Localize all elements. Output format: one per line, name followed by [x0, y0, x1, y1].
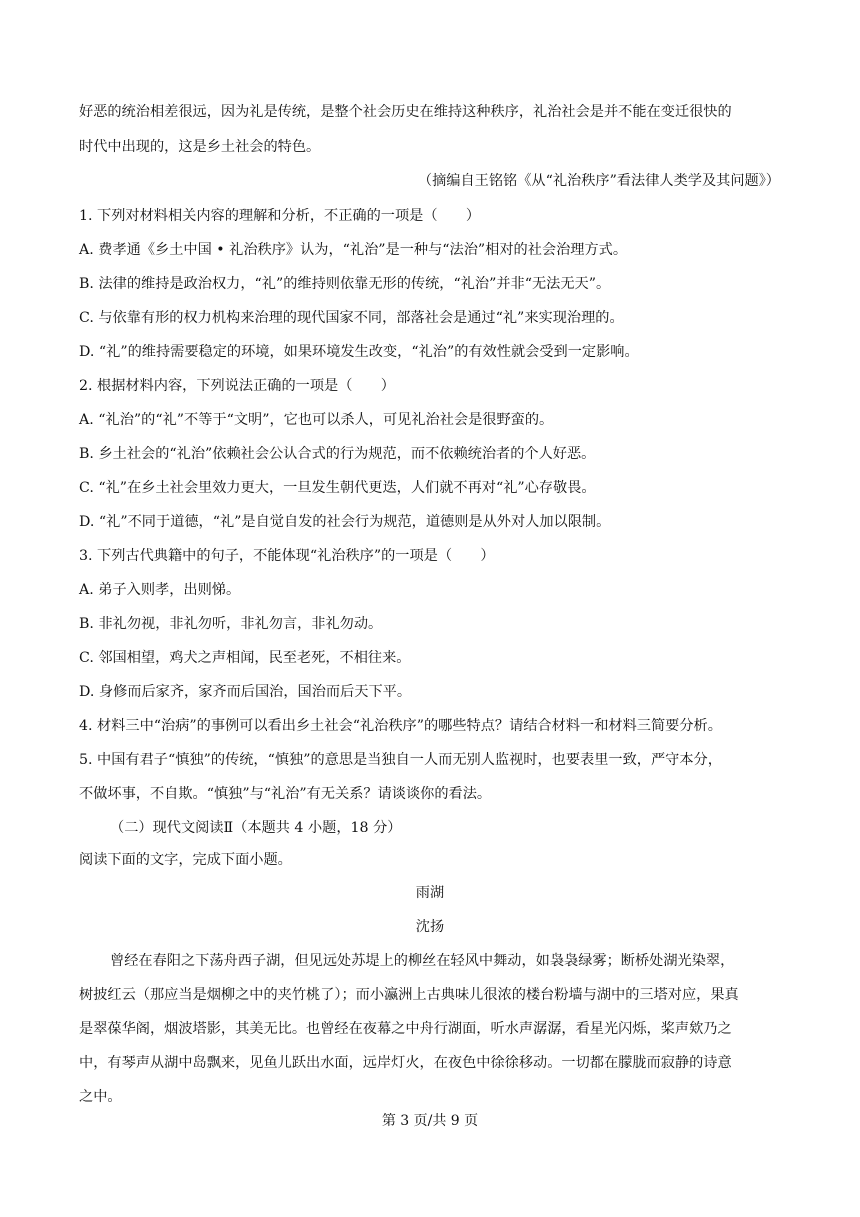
- passage-line: 中，有琴声从湖中岛飘来，见鱼儿跃出水面，远岸灯火，在夜色中徐徐移动。一切都在朦胧而寂静的诗意: [79, 1055, 732, 1071]
- intro-line: 时代中出现的，这是乡土社会的特色。: [79, 139, 321, 155]
- question-3-option-a: A. 弟子入则孝，出则悌。: [79, 582, 241, 598]
- passage-line: 是翠葆华阁，烟波塔影，其美无比。也曾经在夜幕之中舟行湖面，听水声潺潺，看星光闪烁，桨声欸乃之: [79, 1021, 732, 1037]
- question-5-line: 不做坏事，不自欺。“慎独”与“礼治”有无关系？请谈谈你的看法。: [79, 786, 492, 802]
- question-1-option-a: A. 费孝通《乡土中国 • 礼治秩序》认为，“礼治”是一种与“法治”相对的社会治理方式。: [79, 242, 628, 258]
- question-3-stem: 3. 下列古代典籍中的句子，不能体现“礼治秩序”的一项是（ ）: [79, 548, 495, 564]
- passage-line: 之中。: [79, 1089, 122, 1105]
- question-5-line: 5. 中国有君子“慎独”的传统，“慎独”的意思是当独自一人而无别人监视时，也要表里一致，严守本分，: [79, 752, 722, 768]
- question-3-option-d: D. 身修而后家齐，家齐而后国治，国治而后天下平。: [79, 684, 412, 700]
- question-1-option-c: C. 与依靠有形的权力机构来治理的现代国家不同，部落社会是通过“礼”来实现治理的。: [79, 310, 624, 326]
- question-1-option-b: B. 法律的维持是政治权力，“礼”的维持则依靠无形的传统，“礼治”并非“无法无天”。: [79, 276, 611, 292]
- article-author: 沈扬: [415, 919, 445, 935]
- question-2-option-c: C. “礼”在乡土社会里效力更大，一旦发生朝代更迭，人们就不再对“礼”心存敬畏。: [79, 480, 596, 496]
- reading-instruction: 阅读下面的文字，完成下面小题。: [79, 852, 292, 868]
- page-number: 第 3 页/共 9 页: [381, 1113, 479, 1129]
- question-3-option-b: B. 非礼勿视，非礼勿听，非礼勿言，非礼勿动。: [79, 616, 383, 632]
- question-2-option-b: B. 乡土社会的“礼治”依赖社会公认合式的行为规范，而不依赖统治者的个人好恶。: [79, 446, 596, 462]
- question-1-option-d: D. “礼”的维持需要稳定的环境，如果环境发生改变，“礼治”的有效性就会受到一定影响。: [79, 344, 639, 360]
- passage-line: 曾经在春阳之下荡舟西子湖，但见远处苏堤上的柳丝在轻风中舞动，如袅袅绿雾；断桥处湖光染翠，: [110, 953, 735, 969]
- intro-line: 好恶的统治相差很远，因为礼是传统，是整个社会历史在维持这种秩序，礼治社会是并不能在变迁很快的: [79, 104, 732, 120]
- citation: （摘编自王铭铭《从“礼治秩序”看法律人类学及其问题》）: [417, 173, 780, 189]
- question-2-stem: 2. 根据材料内容，下列说法正确的一项是（ ）: [79, 378, 395, 394]
- question-4: 4. 材料三中“治病”的事例可以看出乡土社会“礼治秩序”的哪些特点？请结合材料一和材料三简要分析。: [79, 718, 722, 734]
- passage-line: 树披红云（那应当是烟柳之中的夹竹桃了）；而小瀛洲上古典味儿很浓的楼台粉墙与湖中的三塔对应，果真: [79, 987, 739, 1003]
- question-2-option-a: A. “礼治”的“礼”不等于“文明”，它也可以杀人，可见礼治社会是很野蛮的。: [79, 412, 554, 428]
- question-2-option-d: D. “礼”不同于道德，“礼”是自觉自发的社会行为规范，道德则是从外对人加以限制。: [79, 514, 611, 530]
- question-3-option-c: C. 邻国相望，鸡犬之声相闻，民至老死，不相往来。: [79, 650, 411, 666]
- article-title: 雨湖: [415, 885, 445, 901]
- question-1-stem: 1. 下列对材料相关内容的理解和分析，不正确的一项是（ ）: [79, 208, 481, 224]
- section-title: （二）现代文阅读Ⅱ（本题共 4 小题，18 分）: [110, 820, 402, 836]
